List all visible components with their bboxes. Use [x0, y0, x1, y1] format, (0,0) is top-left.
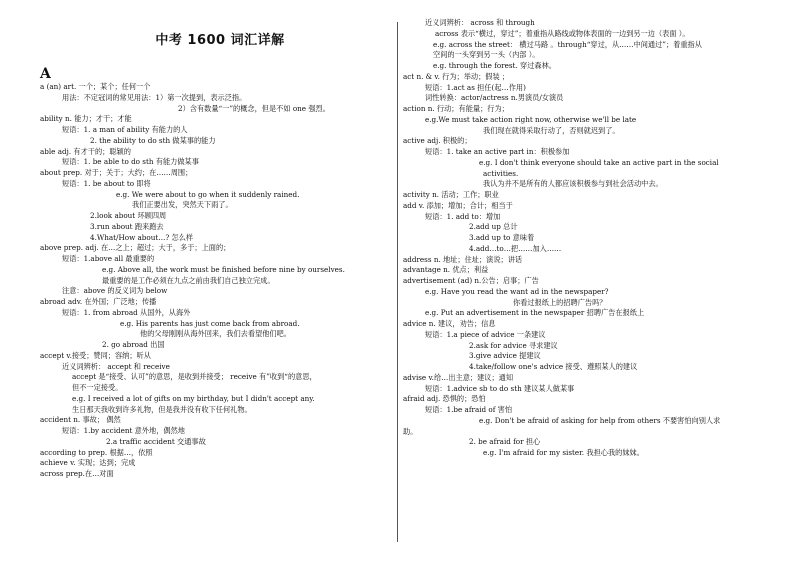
entry-line: e.g. His parents has just come back from abroad.: [120, 318, 300, 328]
entry-line: 短语：1.act as 担任(起…作用): [425, 82, 526, 92]
right-column: [403, 18, 775, 459]
entry-line: accident n. 事故； 偶然: [40, 415, 121, 425]
entry-line: e.g. Put an advertisement in the newspaper 招聘广告在报纸上: [425, 308, 645, 318]
entry-line: accept v.接受；赞同；容纳；听从: [40, 350, 151, 360]
entry-line: activities.: [483, 168, 519, 178]
entry-line: a (an) art. 一个；某个；任何一个: [40, 82, 151, 91]
entry-line: 2. the ability to do sth 做某事的能力: [90, 135, 216, 145]
entry-line: 短语：1. a man of ability 有能力的人: [62, 125, 188, 134]
entry-line: 2.look about 环顾四周: [90, 211, 167, 220]
left-column: [40, 18, 400, 480]
entry-line: e.g. We were about to go when it suddenly rained.: [116, 189, 300, 199]
section-letter: A: [40, 66, 51, 82]
entry-line: 4.take/follow one's advice 接受、遵照某人的建议: [469, 362, 638, 371]
entry-line: 但不一定接受。: [72, 383, 123, 392]
entry-line: 短语：1. be able to do sth 有能力做某事: [62, 157, 199, 167]
entry-line: able adj. 有才干的；聪颖的: [40, 146, 131, 156]
entry-line: 短语：1.by accident 意外地，偶然地: [62, 426, 185, 435]
entry-line: 我们现在就得采取行动了，否则就迟到了。: [483, 125, 620, 135]
entry-line: 他的父母刚刚从海外回来，我们去看望他们吧。: [140, 329, 291, 339]
entry-line: across 表示“横过，穿过”；着重指从路线或物体表面的一边到另一边（表面 ）。: [435, 28, 690, 38]
entry-line: e.g. across the street： 横过马路 。through“穿过，从……中间通过”；着重指从: [433, 39, 702, 49]
entry-line: 我认为并不是所有的人都应该积极参与到社会活动中去。: [483, 179, 663, 189]
entry-line: 2. go abroad 出国: [102, 340, 165, 349]
entry-line: 近义词辨析： accept 和 receive: [62, 361, 170, 371]
entry-line: action n. 行动；有能量；行为；: [403, 104, 509, 113]
entry-line: 短语：1.advice sb to do sth 建议某人做某事: [425, 383, 575, 393]
entry-line: 3.give advice 提建议: [469, 351, 541, 361]
entry-line: about prep. 对于；关于；大约；在……周围；: [40, 168, 193, 177]
entry-line: e.g.We must take action right now, otherwise we'll be late: [425, 114, 637, 124]
entry-line: activity n. 活动；工作；职业: [403, 190, 499, 199]
entry-line: 2.a traffic accident 交通事故: [106, 436, 206, 446]
entry-line: 2.ask for advice 寻求建议: [469, 340, 558, 350]
right-entries: [403, 18, 775, 459]
entry-line: across prep.在…对面: [40, 469, 114, 478]
entry-line: 短语：1.a piece of advice 一条建议: [425, 329, 546, 339]
entry-line: ability n. 能力；才干；才能: [40, 114, 132, 124]
entry-line: 短语：1. be about to 即将: [62, 178, 151, 188]
entry-line: e.g. through the forest. 穿过森林。: [433, 61, 556, 70]
entry-line: 我们正要出发，突然天下雨了。: [132, 200, 233, 210]
entry-line: according to prep. 根据…，依照: [40, 447, 153, 457]
entry-line: advise v.给…出主意；建议；通知: [403, 372, 514, 382]
entry-line: 近义词辨析： across 和 through: [425, 18, 535, 27]
entry-line: e.g. Above all, the work must be finished before nine by ourselves.: [102, 264, 345, 274]
entry-line: e.g. I received a lot of gifts on my birthday, but I didn't accept any.: [72, 393, 315, 403]
entry-line: address n. 地址；住址；演说；讲话: [403, 254, 523, 264]
entry-line: e.g. Don't be afraid of asking for help from others 不要害怕向别人求: [479, 415, 721, 425]
entry-line: 4.add…to…把……加入……: [469, 243, 562, 253]
entry-line: 2.add up 总计: [469, 222, 518, 232]
entry-line: afraid adj. 恐惧的；恐怕: [403, 394, 486, 404]
entry-line: 2）含有数量“一”的概念，但是不如 one 强烈。: [178, 103, 330, 113]
entry-line: achieve v. 实现；达到；完成: [40, 458, 136, 468]
entry-line: 助。: [403, 426, 418, 436]
entry-line: active adj. 积极的；: [403, 136, 472, 146]
entry-line: e.g. I'm afraid for my sister. 我担心我的妹妹。: [483, 448, 644, 457]
page-title: 中考 1600 词汇详解: [155, 33, 285, 48]
entry-line: 词性转换：actor/actress n.男演员/女演员: [425, 93, 564, 103]
entry-line: 空间的一头穿到另一头（内部 ）。: [433, 50, 540, 60]
entry-line: 短语：1. take an active part in：积极参加: [425, 147, 570, 156]
entry-line: accept 是“接受、认可”的意思，是收到并接受； receive 有”收到“的意思，: [72, 372, 317, 382]
entry-line: 用法：不定冠词的常见用法：1）第一次提到，表示泛指。: [62, 92, 247, 102]
entry-line: 短语：1.above all 最重要的: [62, 254, 155, 263]
entry-line: abroad adv. 在外国；广泛地；传播: [40, 297, 157, 306]
entry-line: advertisement (ad) n.公告；启事；广告: [403, 276, 539, 285]
entry-line: 你看过报纸上的招聘广告吗？: [513, 297, 607, 307]
entry-line: act n. & v. 行为；举动；假装 ；: [403, 71, 510, 81]
entry-line: 最重要的是工作必须在九点之前由我们自己独立完成。: [102, 275, 275, 285]
entry-line: 生日那天我收到许多礼物，但是我并没有收下任何礼物。: [72, 404, 252, 414]
entry-line: 短语：1. from abroad 从国外，从海外: [62, 307, 191, 317]
entry-line: 注意：above 的反义词为 below: [62, 286, 168, 296]
entry-line: add v. 添加；增加；合计；相当于: [403, 200, 513, 210]
entry-line: 3.run about 跑来跑去: [90, 221, 164, 231]
entry-line: 短语：1. add to：增加: [425, 211, 501, 221]
entry-line: 2. be afraid for 担心: [469, 437, 541, 447]
entry-line: 4.What/How about…? 怎么样: [90, 232, 194, 242]
left-entries: [40, 82, 400, 480]
entry-line: 3.add up to 意味着: [469, 233, 535, 242]
entry-line: 短语：1.be afraid of 害怕: [425, 405, 513, 414]
entry-line: advice n. 建议，劝告；信息: [403, 319, 496, 328]
entry-line: e.g. Have you read the want ad in the newspaper?: [425, 286, 609, 296]
entry-line: above prep. adj. 在…之上；超过；大于，多于；上面的；: [40, 243, 231, 253]
entry-line: advantage n. 优点；利益: [403, 265, 489, 275]
entry-line: e.g. I don't think everyone should take an active part in the social: [479, 157, 719, 167]
